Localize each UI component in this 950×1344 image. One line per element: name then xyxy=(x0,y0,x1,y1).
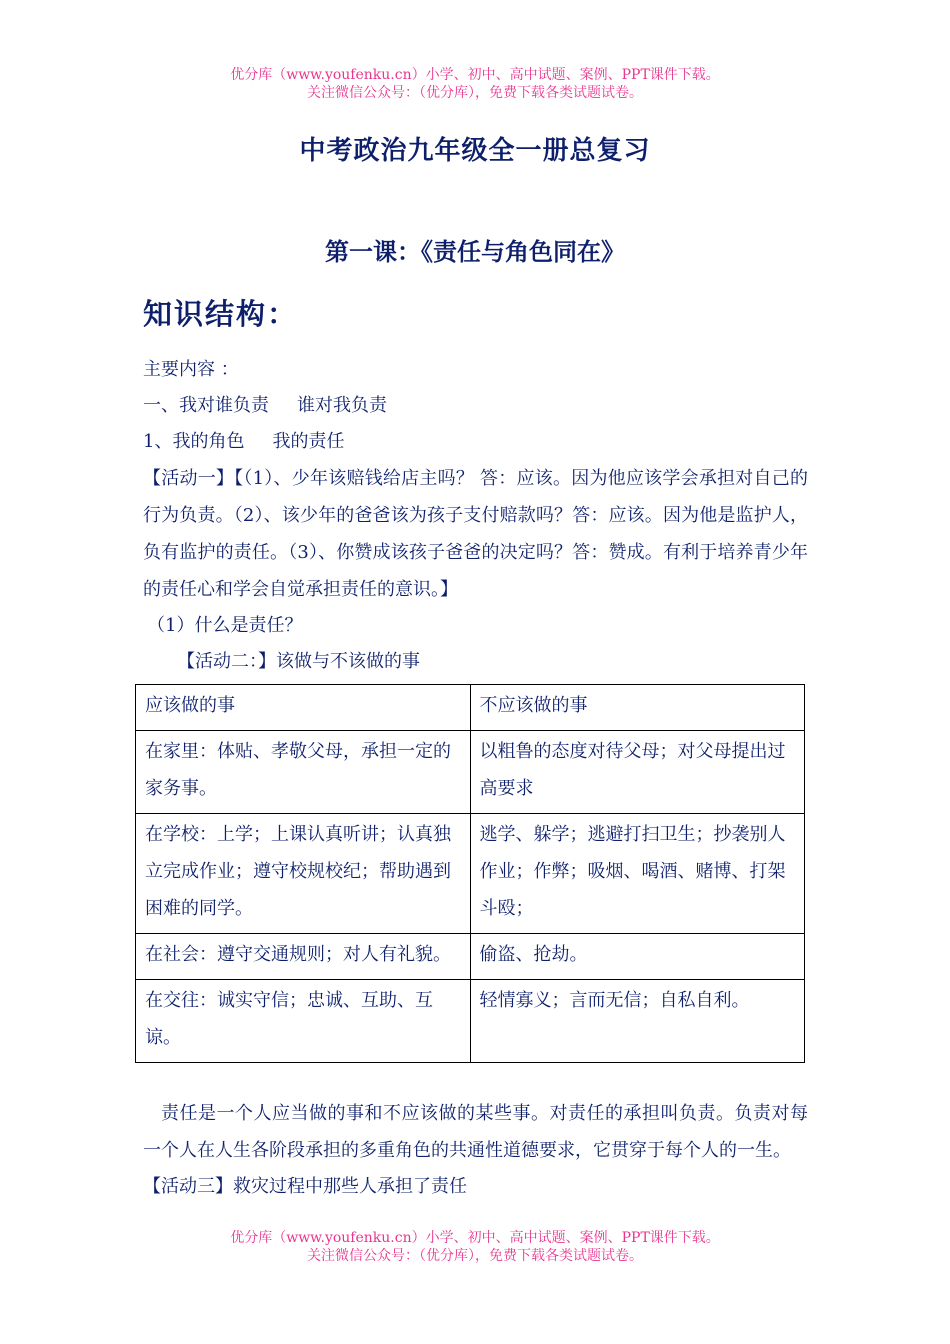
table-header-cell: 应该做的事 xyxy=(136,685,471,731)
heading-level-1 xyxy=(143,388,808,424)
table-row xyxy=(136,934,805,980)
activity-1-paragraph: 【活动一】【（1）、少年该赔钱给店主吗？ 答：应该。因为他应该学会承担对自己的行为负责。（2）、该少年的爸爸该为孩子支付赔款吗？答：应该。因为他是监护人，负有监护的责任。（3）、你赞成该孩子爸爸的决定吗？答：赞成。有利于培养青少年的责任心和学会自觉承担责任的意识。】 xyxy=(143,468,808,600)
table-cell: 在家里：体贴、孝敬父母，承担一定的家务事。 xyxy=(136,731,471,814)
table-cell: 偷盗、抢劫。 xyxy=(470,934,805,980)
table-cell: 在学校：上学；上课认真听讲；认真独立完成作业；遵守校规校纪；帮助遇到困难的同学。 xyxy=(136,814,471,934)
heading-level-1-part-a: 一、我对谁负责 xyxy=(143,395,269,416)
document-title: 中考政治九年级全一册总复习 xyxy=(299,136,651,166)
lesson-title: 第一课：《责任与角色同在》 xyxy=(325,237,625,266)
activity-2-heading: 【活动二：】该做与不该做的事 xyxy=(177,651,420,672)
heading-level-2-part-a: 1、我的角色 xyxy=(143,431,245,452)
table-cell: 逃学、躲学；逃避打扫卫生；抄袭别人作业；作弊；吸烟、喝酒、赌博、打架斗殴； xyxy=(470,814,805,934)
duty-table xyxy=(135,684,805,1063)
question-what-is-responsibility: （1）什么是责任？ xyxy=(147,615,303,636)
heading-level-1-part-b: 谁对我负责 xyxy=(297,395,387,416)
table-row xyxy=(136,980,805,1063)
activity-3-heading: 【活动三】救灾过程中那些人承担了责任 xyxy=(143,1176,467,1197)
header-watermark-line-2: 关注微信公众号：（优分库），免费下载各类试题试卷。 xyxy=(307,85,643,101)
main-content-label: 主要内容 ： xyxy=(143,359,239,380)
heading-level-2-part-b: 我的责任 xyxy=(272,431,345,452)
table-row xyxy=(136,731,805,814)
table-cell: 以粗鲁的态度对待父母；对父母提出过高要求 xyxy=(470,731,805,814)
table-cell: 轻情寡义；言而无信；自私自利。 xyxy=(470,980,805,1063)
document-body xyxy=(143,352,808,1205)
heading-level-2 xyxy=(143,424,808,460)
footer-watermark-line-1: 优分库（www.youfenku.cn）小学、初中、高中试题、案例、PPT课件下载。 xyxy=(230,1230,720,1246)
table-header-cell: 不应该做的事 xyxy=(470,685,805,731)
responsibility-definition: 责任是一个人应当做的事和不应该做的某些事。对责任的承担叫负责。负责对每一个人在人生各阶段承担的多重角色的共通性道德要求，它贯穿于每个人的一生。 xyxy=(143,1103,808,1161)
table-row xyxy=(136,814,805,934)
table-header-row xyxy=(136,685,805,731)
table-cell: 在社会：遵守交通规则；对人有礼貌。 xyxy=(136,934,471,980)
section-heading: 知识结构： xyxy=(143,297,299,331)
table-cell: 在交往：诚实守信；忠诚、互助、互谅。 xyxy=(136,980,471,1063)
footer-watermark-line-2: 关注微信公众号：（优分库），免费下载各类试题试卷。 xyxy=(307,1248,643,1264)
header-watermark-line-1: 优分库（www.youfenku.cn）小学、初中、高中试题、案例、PPT课件下载。 xyxy=(230,67,720,83)
